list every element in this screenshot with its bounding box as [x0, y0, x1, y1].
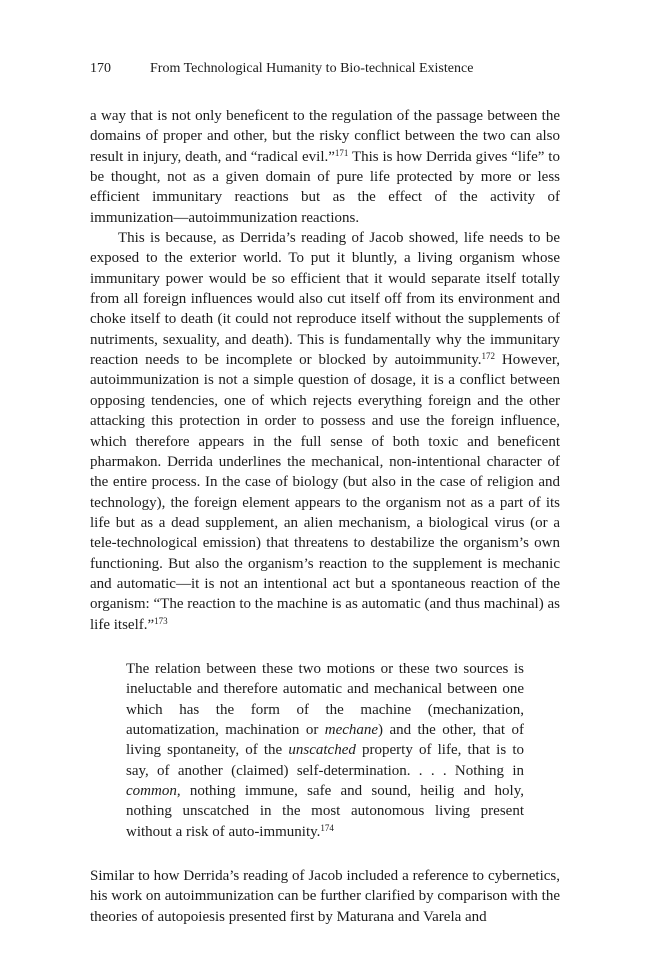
body-text — [90, 106, 560, 927]
quote-text-b: ) and the other, that of living spontaneity, of the — [126, 721, 524, 759]
quote-text-c: property of life, that is to say, of another (claimed) self-determination. . . . Nothing in — [126, 742, 524, 779]
page-number: 170 — [90, 61, 111, 76]
paragraph-1-text-b: This is how Derrida gives “life” to be thought, not as a given domain of pure life protected by more or less efficient immunitary reactions but as the effect of the activity of immunization—autoimmunization reactions. — [90, 148, 560, 226]
paragraph-2 — [90, 228, 560, 635]
footnote-ref-172: 172 — [481, 351, 496, 362]
block-quote — [126, 659, 524, 842]
footnote-ref-174: 174 — [320, 822, 334, 833]
quote-emphasis-unscatched: unscatched — [288, 742, 356, 759]
paragraph-1 — [90, 106, 560, 228]
footnote-ref-173: 173 — [154, 615, 168, 626]
paragraph-2-text-a: This is because, as Derrida’s reading of Jacob showed, life needs to be exposed to the exterior world. To put it bluntly, a living organism whose immunitary power would be so efficient that it would separate itself totally from all foreign influences would also cut itself off from its environment and choke itself to death (it could not reproduce itself without the supplements of nutriments, sexuality, and death). This is fundamentally why the immunitary reaction needs to be incomplete or blocked by autoimmunity. — [90, 230, 560, 369]
quote-text-a: The relation between these two motions or these two sources is ineluctable and therefore automatic and mechanical between one which has the form of the machine (mechanization, automatization, machination or — [126, 660, 524, 738]
paragraph-2-text-b: However, autoimmunization is not a simple question of dosage, it is a conflict between opposing tendencies, one of which rejects everything foreign and the other attacking this protection in order to possess and use the foreign influence, which therefore appears in the full sense of both toxic and beneficent pharmakon. Derrida underlines the mechanical, non-intentional character of the entire process. In the case of biology (but also in the case of religion and technology), the foreign element appears to the organism not as a part of its life but as a dead supplement, an alien mechanism, a biological virus (or a tele-technological emission) that threatens to destabilize the organism’s own functioning. But also the organism’s reaction to the supplement is mechanic and automatic—it is not an intentional act but a spontaneous reaction of the organism: “The reaction to the machine is as automatic (and thus machinal) as life itself.” — [90, 352, 561, 633]
running-title: From Technological Humanity to Bio-technical Existence — [150, 61, 474, 76]
running-header — [90, 59, 560, 79]
block-quote-text — [126, 659, 524, 842]
paragraph-3: Similar to how Derrida’s reading of Jacob included a reference to cybernetics, his work on autoimmunization can be further clarified by comparison with the theories of autopoiesis presented first by Maturana and Varela and — [90, 868, 560, 925]
quote-text-d: , nothing immune, safe and sound, heilig and holy, nothing unscatched in the most autonomous living present without a risk of auto-immunity. — [126, 783, 524, 840]
footnote-ref-171: 171 — [334, 147, 349, 158]
paragraph-1-text-a: a way that is not only beneficent to the regulation of the passage between the domains of proper and other, but the risky conflict between the two can also result in injury, death, and “radical evil.” — [90, 108, 560, 165]
quote-emphasis-mechane: mechane — [324, 721, 379, 738]
quote-emphasis-common: common — [126, 783, 177, 799]
